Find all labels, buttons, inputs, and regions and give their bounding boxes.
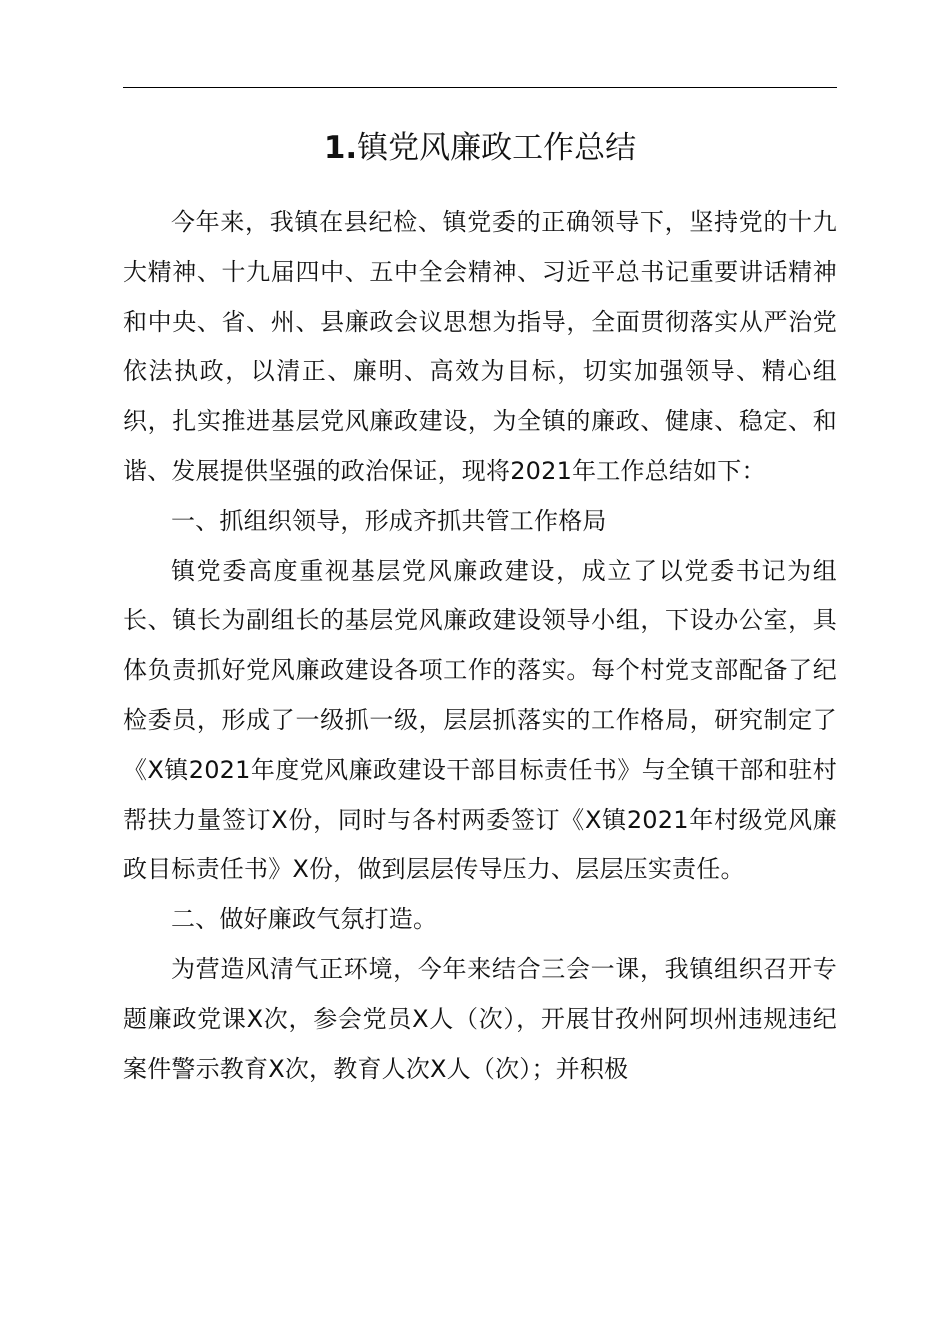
title-number: 1. — [323, 130, 358, 166]
document-title — [123, 124, 837, 172]
header-rule — [123, 87, 837, 88]
title-text: 镇党风廉政工作总结 — [357, 130, 637, 166]
paragraph-section-1: 镇党委高度重视基层党风廉政建设，成立了以党委书记为组长、镇长为副组长的基层党风廉政建设领导小组，下设办公室，具体负责抓好党风廉政建设各项工作的落实。每个村党支部配备了纪检委员，形成了一级抓一级，层层抓落实的工作格局，研究制定了《X镇2021年度党风廉政建设干部目标责任书》与全镇干部和驻村帮扶力量签订X份，同时与各村两委签订《X镇2021年村级党风廉政目标责任书》X份，做到层层传导压力、层层压实责任。 — [123, 556, 837, 884]
paragraph-section-2: 为营造风清气正环境，今年来结合三会一课，我镇组织召开专题廉政党课X次，参会党员X人（次），开展甘孜州阿坝州违规违纪案件警示教育X次，教育人次X人（次）；并积极 — [123, 954, 837, 1083]
section-heading-2: 二、做好廉政气氛打造。 — [171, 905, 438, 934]
paragraph-intro: 今年来，我镇在县纪检、镇党委的正确领导下，坚持党的十九大精神、十九届四中、五中全会精神、习近平总书记重要讲话精神和中央、省、州、县廉政会议思想为指导，全面贯彻落实从严治党依法执政，以清正、廉明、高效为目标，切实加强领导、精心组织，扎实推进基层党风廉政建设，为全镇的廉政、健康、稳定、和谐、发展提供坚强的政治保证，现将2021年工作总结如下： — [123, 208, 837, 485]
section-heading-1: 一、抓组织领导，形成齐抓共管工作格局 — [171, 506, 607, 535]
document-body — [123, 198, 837, 1094]
